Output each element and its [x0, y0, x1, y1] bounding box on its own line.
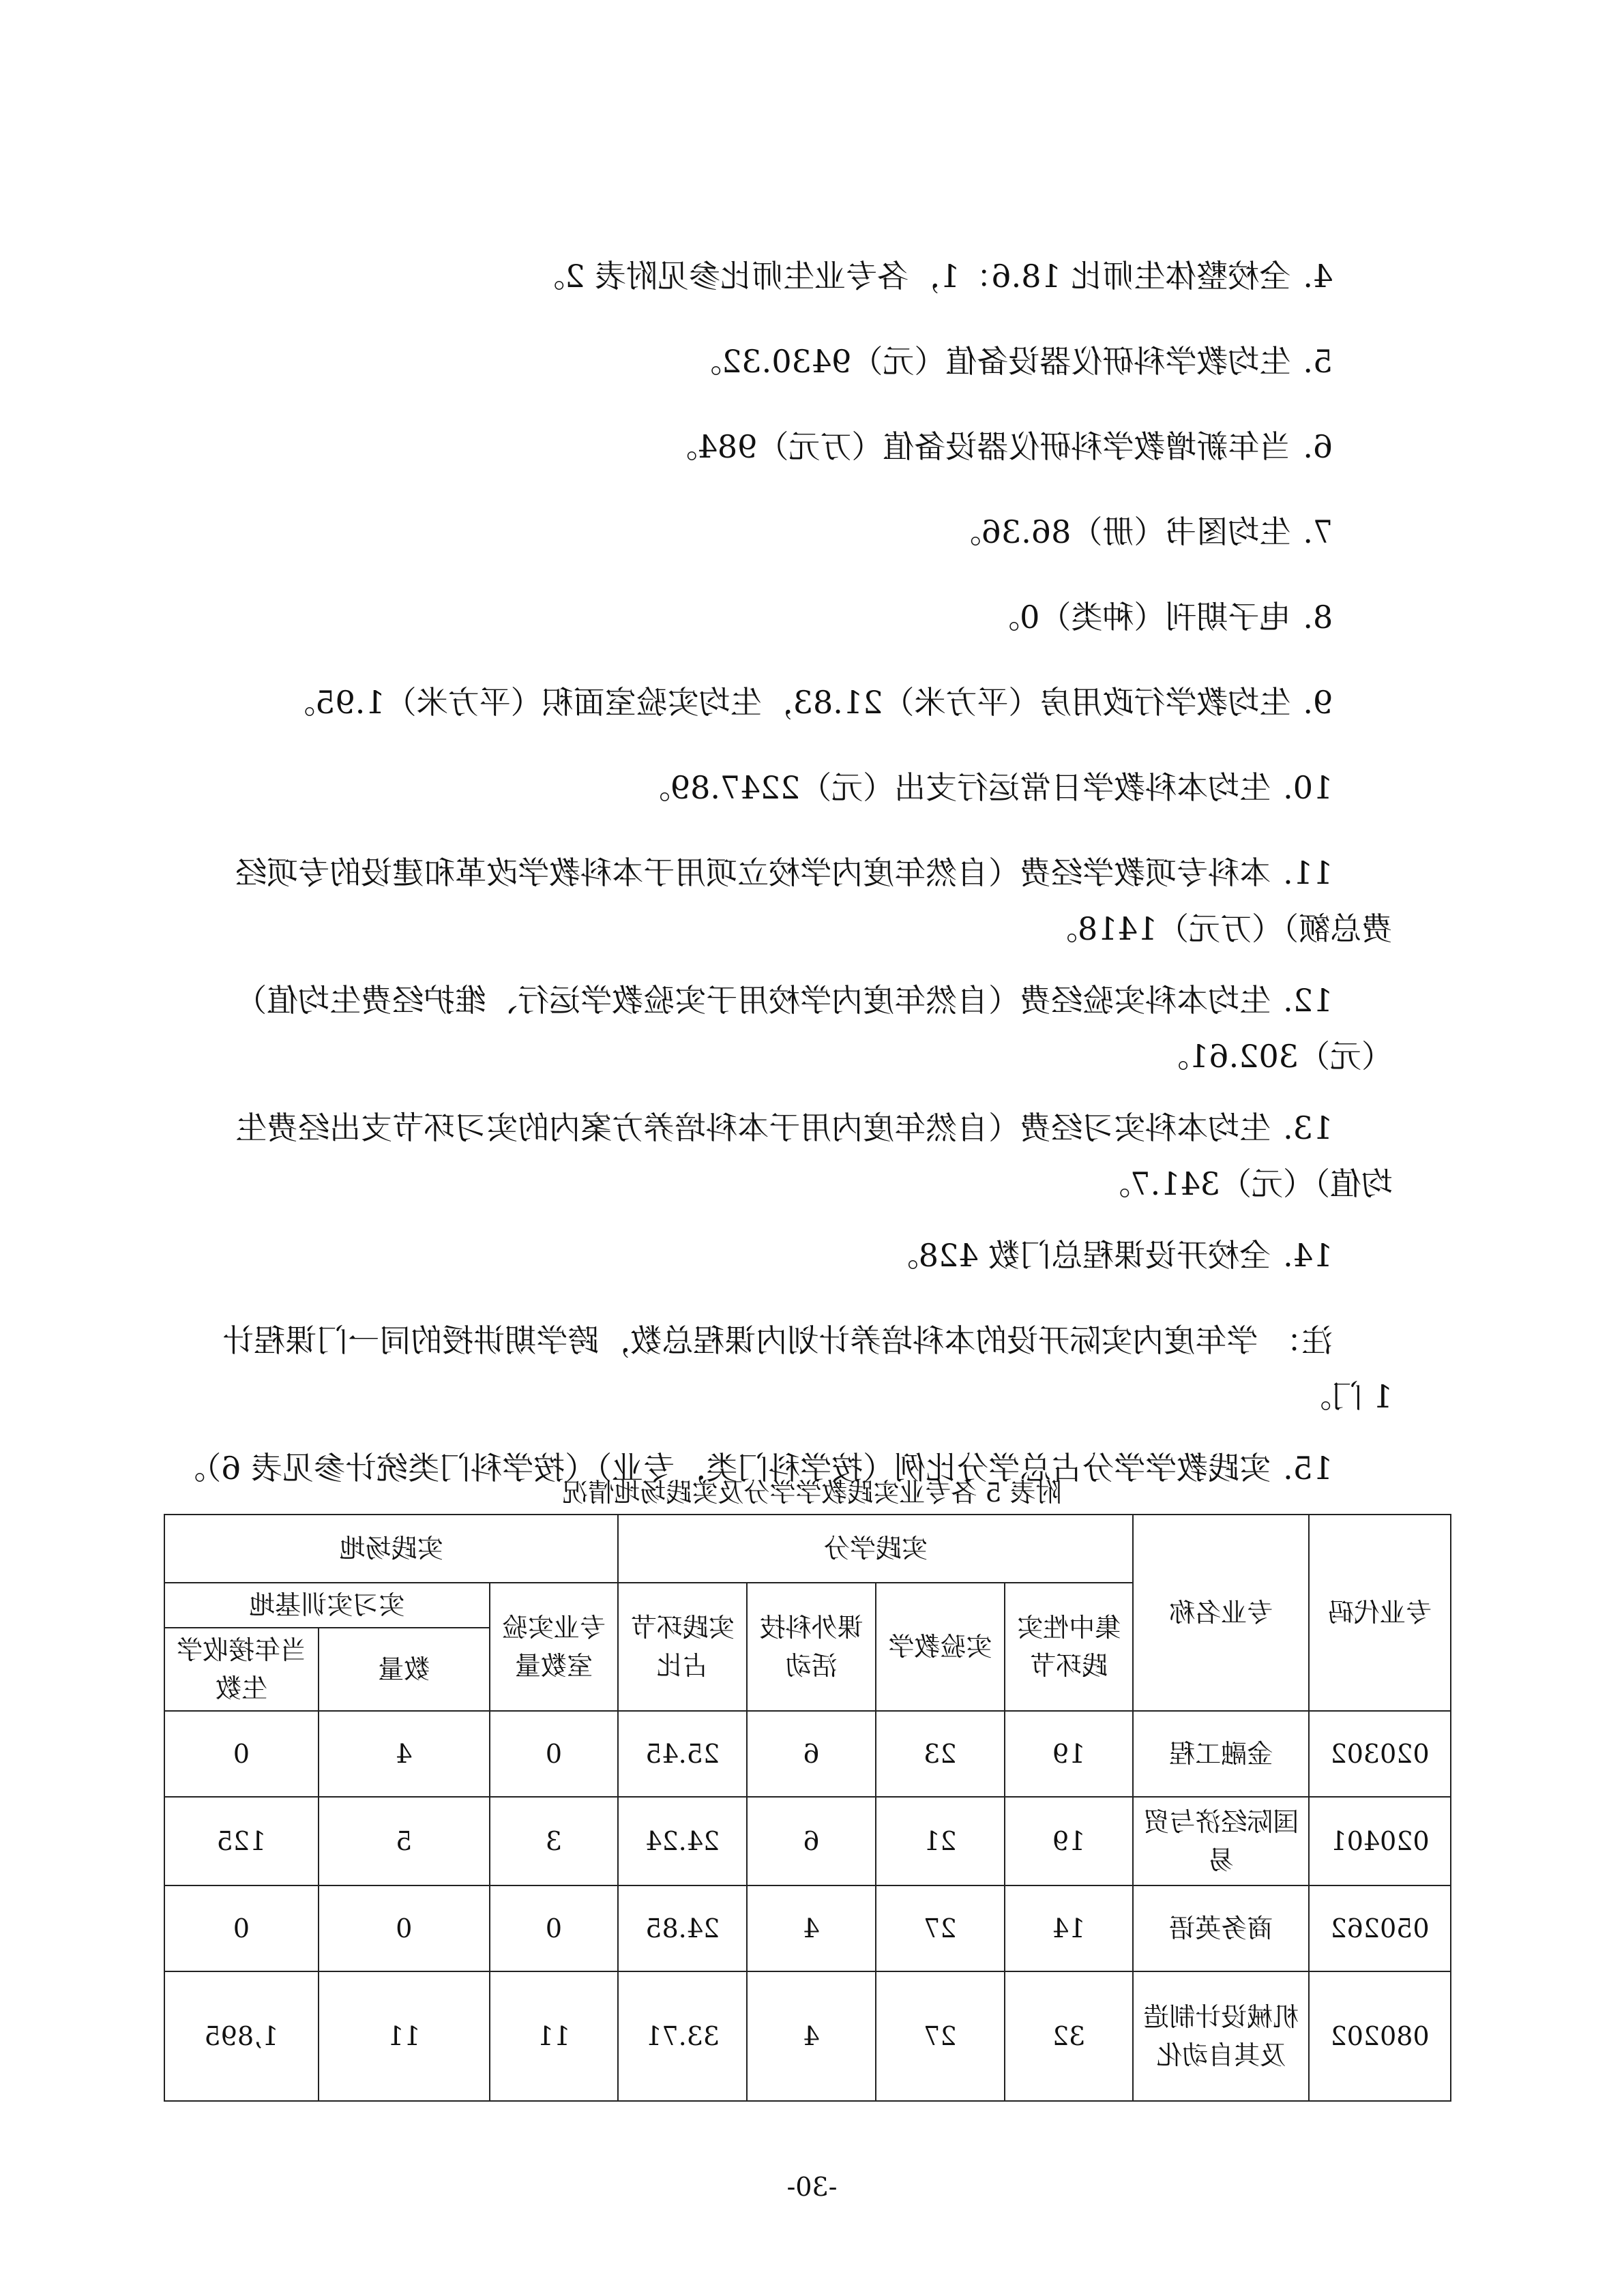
cell-name: 商务英语	[1133, 1885, 1309, 1971]
cell-extracurricular: 4	[747, 1971, 876, 2101]
cell-centralized: 32	[1005, 1971, 1134, 2101]
cell-experiment: 27	[876, 1885, 1005, 1971]
cell-count: 11	[319, 1971, 490, 2101]
header-major-code: 专业代码	[1309, 1515, 1451, 1711]
item-number: 11.	[1283, 854, 1333, 891]
item-text: 生均本科实习经费（自然年度内用于本科培养方案内的实习环节支出经费生均值）（元）341.7。	[235, 1109, 1393, 1202]
cell-code: 020401	[1309, 1797, 1451, 1885]
cell-count: 0	[319, 1885, 490, 1971]
cell-extracurricular: 6	[747, 1711, 876, 1797]
note-text: 学年度内实际开设的本科培养计划内课程总数，跨学期讲授的同一门课程计 1 门。	[212, 1322, 1393, 1415]
practice-credits-table	[164, 1514, 1451, 2102]
header-training-base: 实习实训基地	[164, 1583, 490, 1628]
header-extracurricular: 课外科技活动	[747, 1583, 876, 1711]
cell-name: 国际经济与贸易	[1133, 1797, 1309, 1885]
item-number: 10.	[1283, 769, 1333, 806]
cell-experiment: 21	[876, 1797, 1005, 1885]
item-number: 4.	[1303, 258, 1333, 295]
table-caption: 附表 5 各专业实践教学学分及实践场地情况	[562, 1478, 1062, 1508]
header-major-name: 专业名称	[1133, 1515, 1309, 1711]
item-text: 电子期刊（种类）0。	[988, 599, 1291, 636]
cell-students: 0	[164, 1885, 319, 1971]
cell-count: 5	[319, 1797, 490, 1885]
item-text: 生均本科教学日常运行支出（元）2247.89。	[638, 769, 1271, 806]
item-number: 8.	[1303, 599, 1333, 636]
cell-ratio: 25.45	[618, 1711, 747, 1797]
item-number: 5.	[1303, 343, 1333, 380]
cell-experiment: 23	[876, 1711, 1005, 1797]
cell-students: 1,895	[164, 1971, 319, 2101]
cell-centralized: 19	[1005, 1797, 1134, 1885]
header-ratio: 实践环节占比	[618, 1583, 747, 1711]
cell-labs: 3	[490, 1797, 619, 1885]
cell-ratio: 33.71	[618, 1971, 747, 2101]
item-number: 13.	[1283, 1109, 1333, 1146]
table-row	[164, 1797, 1451, 1885]
item-number: 9.	[1303, 684, 1333, 721]
cell-experiment: 27	[876, 1971, 1005, 2101]
cell-centralized: 19	[1005, 1711, 1134, 1797]
header-base-count: 数量	[319, 1628, 490, 1711]
header-practice-sites: 实践场地	[164, 1515, 618, 1583]
item-text: 当年新增教学科研仪器设备值（万元）984。	[666, 428, 1291, 465]
item-number: 7.	[1303, 513, 1333, 550]
item-number: 15.	[1283, 1450, 1333, 1487]
cell-extracurricular: 6	[747, 1797, 876, 1885]
header-practice-credits: 实践学分	[618, 1515, 1133, 1583]
item-text: 生均图书（册）86.36。	[949, 513, 1291, 550]
item-text: 实践教学学分占总学分比例（按学科门类，专业）（按学科门类统计参见表 6）。	[174, 1450, 1271, 1487]
cell-students: 125	[164, 1797, 319, 1885]
cell-ratio: 24.24	[618, 1797, 747, 1885]
cell-ratio: 24.85	[618, 1885, 747, 1971]
item-number: 6.	[1303, 428, 1333, 465]
item-number: 14.	[1283, 1237, 1333, 1274]
item-text: 生均教学行政用房（平方米）21.83，生均实验室面积（平方米）1.95。	[284, 684, 1291, 721]
cell-code: 080202	[1309, 1971, 1451, 2101]
header-students-received: 当年接收学生数	[164, 1628, 319, 1711]
table-row	[164, 1711, 1451, 1797]
cell-code: 020302	[1309, 1711, 1451, 1797]
cell-name: 金融工程	[1133, 1711, 1309, 1797]
item-number: 12.	[1283, 982, 1333, 1019]
cell-labs: 0	[490, 1885, 619, 1971]
cell-extracurricular: 4	[747, 1885, 876, 1971]
header-labs: 专业实验室数量	[490, 1583, 619, 1711]
header-experiment: 实验教学	[876, 1583, 1005, 1711]
item-text: 本科专项教学经费（自然年度内学校立项用于本科教学改革和建设的专项经费总额）（万元）1418。	[235, 854, 1393, 947]
cell-count: 4	[319, 1711, 490, 1797]
item-text: 全校开设课程总门数 428。	[887, 1237, 1271, 1274]
cell-labs: 11	[490, 1971, 619, 2101]
table-row	[164, 1885, 1451, 1971]
item-text: 全校整体生师比 18.6：1，各专业生师比参见附表 2。	[533, 258, 1291, 295]
table-row	[164, 1971, 1451, 2101]
item-text: 生均教学科研仪器设备值（元）9430.32。	[690, 343, 1291, 380]
cell-name: 机械设计制造及其自动化	[1133, 1971, 1309, 2101]
cell-students: 0	[164, 1711, 319, 1797]
note-label: 注：	[1270, 1322, 1333, 1359]
header-centralized: 集中性实践环节	[1005, 1583, 1134, 1711]
page-number: -30-	[786, 2172, 838, 2202]
cell-centralized: 14	[1005, 1885, 1134, 1971]
item-text: 生均本科实验经费（自然年度内学校用于实验教学运行、维护经费生均值）（元）302.61。	[235, 982, 1393, 1075]
cell-code: 050262	[1309, 1885, 1451, 1971]
cell-labs: 0	[490, 1711, 619, 1797]
